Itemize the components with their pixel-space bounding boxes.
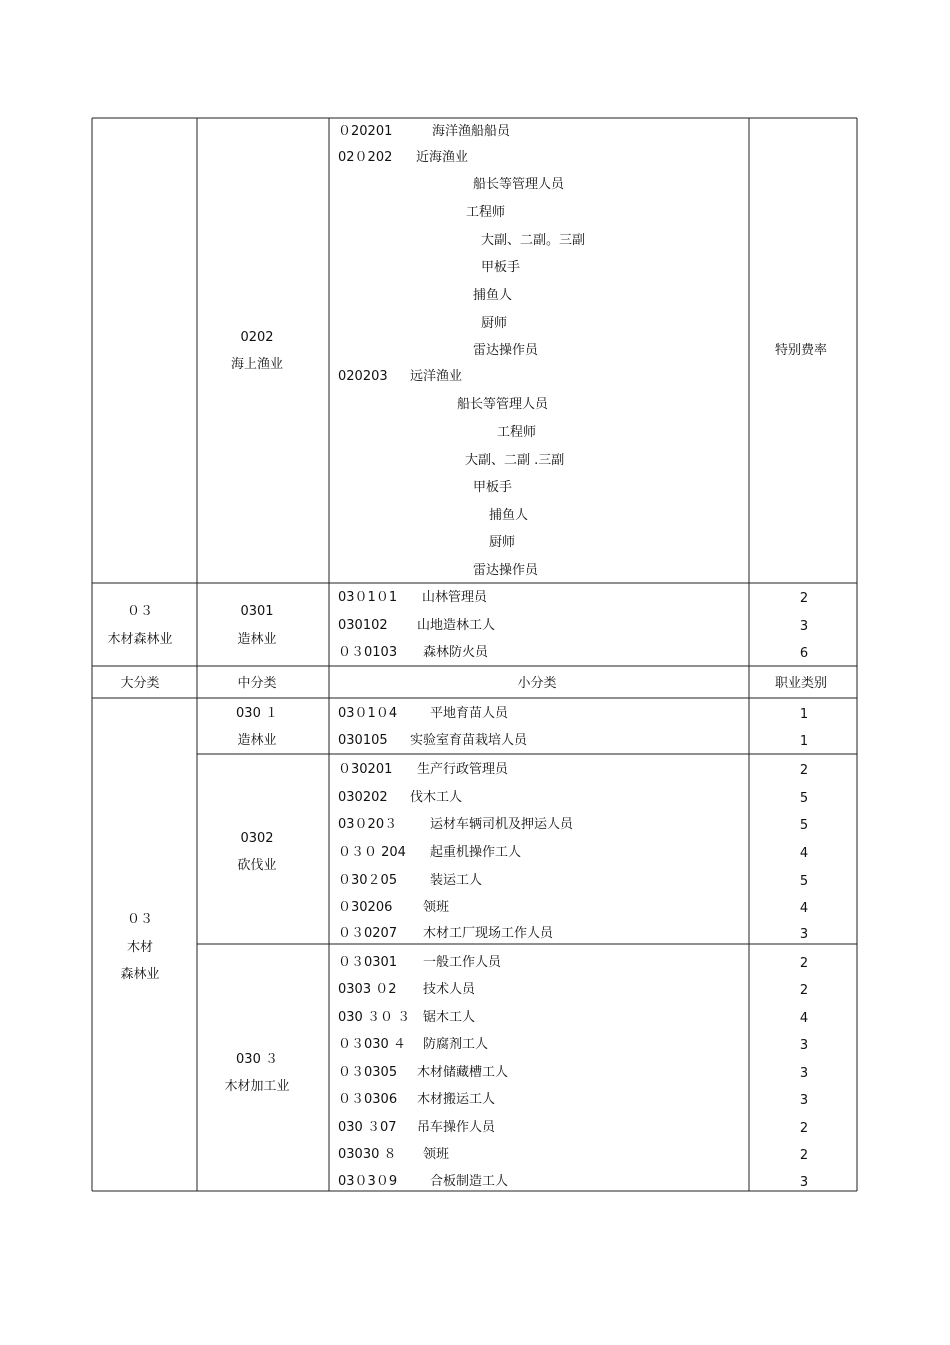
- minor-name: 防腐剂工人: [423, 1037, 489, 1052]
- minor-name: 近海渔业: [416, 150, 469, 165]
- minor-code: 030105: [338, 733, 388, 748]
- header-class: 职业类别: [774, 676, 828, 691]
- minor-code: 03０3０9: [338, 1174, 398, 1189]
- major-name-forestry: 木材森林业: [107, 632, 173, 647]
- minor-name: 工程师: [466, 205, 506, 220]
- minor-code: ０３030 ４: [338, 1037, 406, 1052]
- occupation-class: 3: [799, 1093, 809, 1108]
- occupation-class: 6: [799, 646, 809, 661]
- minor-code: 030 ３07: [338, 1120, 397, 1135]
- minor-code: ０20201: [338, 124, 393, 139]
- mid-code-0301: 030 １: [236, 706, 278, 721]
- minor-name: 捕鱼人: [489, 508, 529, 523]
- minor-name: 海洋渔船船员: [432, 124, 511, 139]
- minor-name: 平地育苗人员: [430, 706, 509, 721]
- major-code-03: ０３: [126, 912, 154, 927]
- occupation-class: 5: [799, 818, 809, 833]
- minor-code: ０３0301: [338, 955, 398, 970]
- header-mid: 中分类: [237, 676, 277, 691]
- minor-name: 一般工作人员: [423, 955, 502, 970]
- header-minor: 小分类: [517, 676, 557, 691]
- minor-name: 甲板手: [473, 480, 513, 495]
- minor-code: 030202: [338, 790, 388, 805]
- occupation-class: 5: [799, 874, 809, 889]
- mid-code-0301: 0301: [240, 604, 274, 619]
- occupation-class: 4: [799, 846, 809, 861]
- minor-name: 捕鱼人: [473, 288, 513, 303]
- occupation-class: 3: [799, 619, 809, 634]
- minor-name: 山地造林工人: [417, 618, 496, 633]
- minor-name: 锯木工人: [423, 1010, 476, 1025]
- occupation-class: 2: [799, 1148, 809, 1163]
- minor-name: 大副、二副。三副: [481, 233, 586, 248]
- minor-name: 厨师: [481, 316, 508, 331]
- occupation-class: 3: [799, 1038, 809, 1053]
- minor-code: 03030 ８: [338, 1147, 397, 1162]
- mid-code-0303: 030 ３: [236, 1052, 278, 1067]
- minor-name: 大副、二副 .三副: [465, 453, 565, 468]
- occupation-class: 2: [799, 763, 809, 778]
- mid-code-0302: 0302: [240, 831, 274, 846]
- minor-name: 合板制造工人: [430, 1174, 509, 1189]
- mid-name-afforestation: 造林业: [237, 632, 277, 647]
- minor-code: ０30206: [338, 900, 393, 915]
- minor-code: 03０20３: [338, 817, 398, 832]
- mid-name-marine-fishery: 海上渔业: [230, 357, 284, 372]
- minor-name: 实验室育苗栽培人员: [410, 733, 528, 748]
- minor-name: 厨师: [489, 535, 516, 550]
- occupation-class: 4: [799, 1011, 809, 1026]
- minor-name: 装运工人: [430, 873, 483, 888]
- minor-code: 03０1０4: [338, 706, 398, 721]
- minor-name: 木材储藏槽工人: [417, 1065, 509, 1080]
- major-name-forestry: 森林业: [120, 967, 160, 982]
- mid-name-afforestation: 造林业: [237, 733, 277, 748]
- minor-code: 02０202: [338, 150, 393, 165]
- mid-code-0202: 0202: [240, 330, 274, 345]
- minor-code: ０３0103: [338, 645, 398, 660]
- minor-code: 020203: [338, 369, 388, 384]
- minor-name: 山林管理员: [422, 590, 488, 605]
- minor-name: 远洋渔业: [410, 369, 463, 384]
- occupation-class: 4: [799, 901, 809, 916]
- minor-code: ０30201: [338, 762, 393, 777]
- occupation-class: 2: [799, 591, 809, 606]
- minor-code: ０３0305: [338, 1065, 398, 1080]
- minor-name: 船长等管理人员: [473, 177, 565, 192]
- minor-name: 起重机操作工人: [430, 845, 522, 860]
- minor-name: 吊车操作人员: [417, 1120, 496, 1135]
- minor-code: ０３0306: [338, 1092, 398, 1107]
- occupation-class: 2: [799, 1121, 809, 1136]
- minor-name: 伐木工人: [410, 790, 463, 805]
- occupation-class: 3: [799, 1066, 809, 1081]
- minor-code: 030 ３０ ３: [338, 1010, 411, 1025]
- minor-name: 船长等管理人员: [457, 397, 549, 412]
- occupation-class: 5: [799, 791, 809, 806]
- minor-name: 木材工厂现场工作人员: [423, 926, 554, 941]
- minor-code: 030102: [338, 618, 388, 633]
- minor-name: 木材搬运工人: [417, 1092, 496, 1107]
- header-major: 大分类: [120, 676, 160, 691]
- minor-name: 领班: [423, 1147, 450, 1162]
- minor-code: ０30２05: [338, 873, 398, 888]
- minor-name: 领班: [423, 900, 450, 915]
- minor-name: 工程师: [497, 425, 537, 440]
- occupation-class: 3: [799, 927, 809, 942]
- minor-name: 生产行政管理员: [417, 762, 509, 777]
- occupation-class: 1: [799, 707, 809, 722]
- minor-name: 雷达操作员: [473, 563, 539, 578]
- mid-name-wood-processing: 木材加工业: [224, 1079, 290, 1094]
- minor-code: 03０1０1: [338, 590, 398, 605]
- minor-code: ０３０ 204: [338, 845, 406, 860]
- minor-name: 技术人员: [423, 982, 476, 997]
- occupation-class: 2: [799, 983, 809, 998]
- minor-code: ０３0207: [338, 926, 398, 941]
- minor-name: 甲板手: [481, 260, 521, 275]
- occupation-class: 1: [799, 734, 809, 749]
- mid-name-logging: 砍伐业: [237, 858, 277, 873]
- major-name-wood: 木材: [126, 940, 154, 955]
- minor-code: 0303 ０2: [338, 982, 397, 997]
- major-code-03: ０３: [126, 604, 154, 619]
- occupation-class: 2: [799, 956, 809, 971]
- minor-name: 雷达操作员: [473, 343, 539, 358]
- special-rate-class: 特别费率: [774, 343, 828, 358]
- minor-name: 运材车辆司机及押运人员: [430, 817, 574, 832]
- minor-name: 森林防火员: [423, 645, 489, 660]
- occupation-class: 3: [799, 1175, 809, 1190]
